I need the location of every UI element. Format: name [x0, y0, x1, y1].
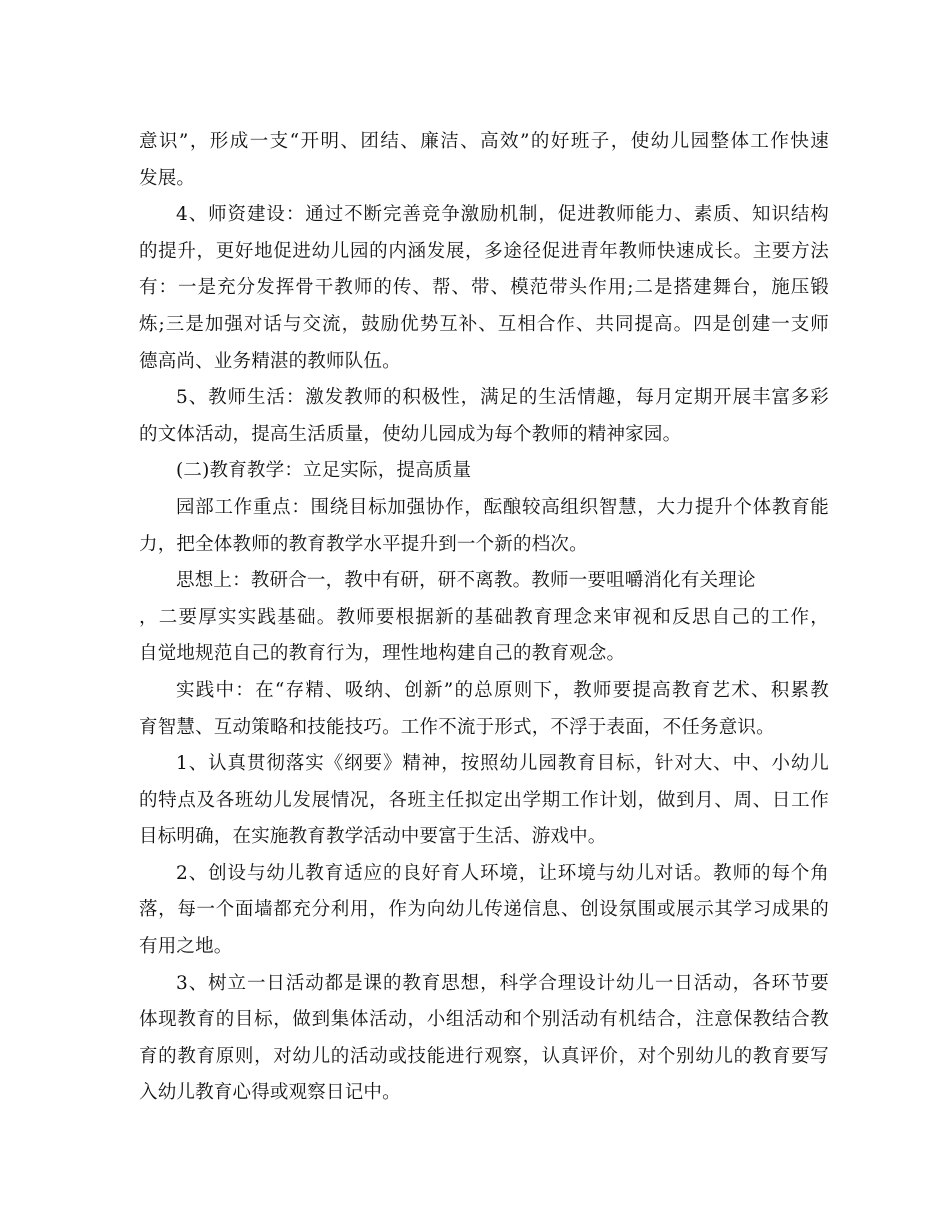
text-line: 实践中：在“存精、吸纳、创新”的总原则下，教师要提高教育艺术、积累教 [176, 679, 829, 701]
text-line: 的特点及各班幼儿发展情况，各班主任拟定出学期工作计划，做到月、周、日工作 [139, 789, 829, 811]
text-line: 目标明确，在实施教育教学活动中要富于生活、游戏中。 [139, 826, 607, 848]
text-line: 3、树立一日活动都是课的教育思想，科学合理设计幼儿一日活动，各环节要 [176, 972, 829, 994]
document-body [139, 124, 829, 1112]
text-line: 的文体活动，提高生活质量，使幼儿园成为每个教师的精神家园。 [139, 423, 682, 445]
text-line: 炼;三是加强对话与交流，鼓励优势互补、互相合作、共同提高。四是创建一支师 [139, 313, 829, 335]
text-line: (二)教育教学：立足实际，提高质量 [176, 460, 472, 482]
text-line: 育智慧、互动策略和技能技巧。工作不流于形式，不浮于表面，不任务意识。 [139, 716, 775, 738]
text-line: 1、认真贯彻落实《纲要》精神，按照幼儿园教育目标，针对大、中、小幼儿 [176, 753, 829, 775]
text-line: 5、教师生活：激发教师的积极性，满足的生活情趣，每月定期开展丰富多彩 [176, 387, 829, 409]
text-line: 德高尚、业务精湛的教师队伍。 [139, 350, 401, 372]
text-line: 力，把全体教师的教育教学水平提升到一个新的档次。 [139, 533, 588, 555]
text-line: 落，每一个面墙都充分利用，作为向幼儿传递信息、创设氛围或展示其学习成果的 [139, 899, 829, 921]
text-line: 的提升，更好地促进幼儿园的内涵发展，多途径促进青年教师快速成长。主要方法 [139, 240, 829, 262]
text-line: 园部工作重点：围绕目标加强协作，酝酿较高组织智慧，大力提升个体教育能 [176, 496, 829, 518]
text-line: 意识”，形成一支“开明、团结、廉洁、高效”的好班子，使幼儿园整体工作快速 [139, 131, 829, 152]
text-line: 发展。 [139, 167, 196, 189]
text-line: 2、创设与幼儿教育适应的良好育人环境，让环境与幼儿对话。教师的每个角 [176, 862, 829, 884]
text-line: 自觉地规范自己的教育行为，理性地构建自己的教育观念。 [139, 643, 626, 665]
text-line: 有用之地。 [139, 936, 233, 958]
text-line: 体现教育的目标，做到集体活动，小组活动和个别活动有机结合，注意保教结合教 [139, 1009, 829, 1031]
text-line: 有：一是充分发挥骨干教师的传、帮、带、模范带头作用;二是搭建舞台，施压锻 [139, 277, 829, 299]
text-line: 育的教育原则，对幼儿的活动或技能进行观察，认真评价，对个别幼儿的教育要写 [139, 1045, 829, 1067]
text-line: ，二要厚实实践基础。教师要根据新的基础教育理念来审视和反思自己的工作， [139, 606, 829, 628]
text-line: 4、师资建设：通过不断完善竞争激励机制，促进教师能力、素质、知识结构 [176, 204, 829, 226]
text-line: 入幼儿教育心得或观察日记中。 [139, 1082, 401, 1104]
text-line: 思想上：教研合一，教中有研，研不离教。教师一要咀嚼消化有关理论 [176, 570, 756, 592]
